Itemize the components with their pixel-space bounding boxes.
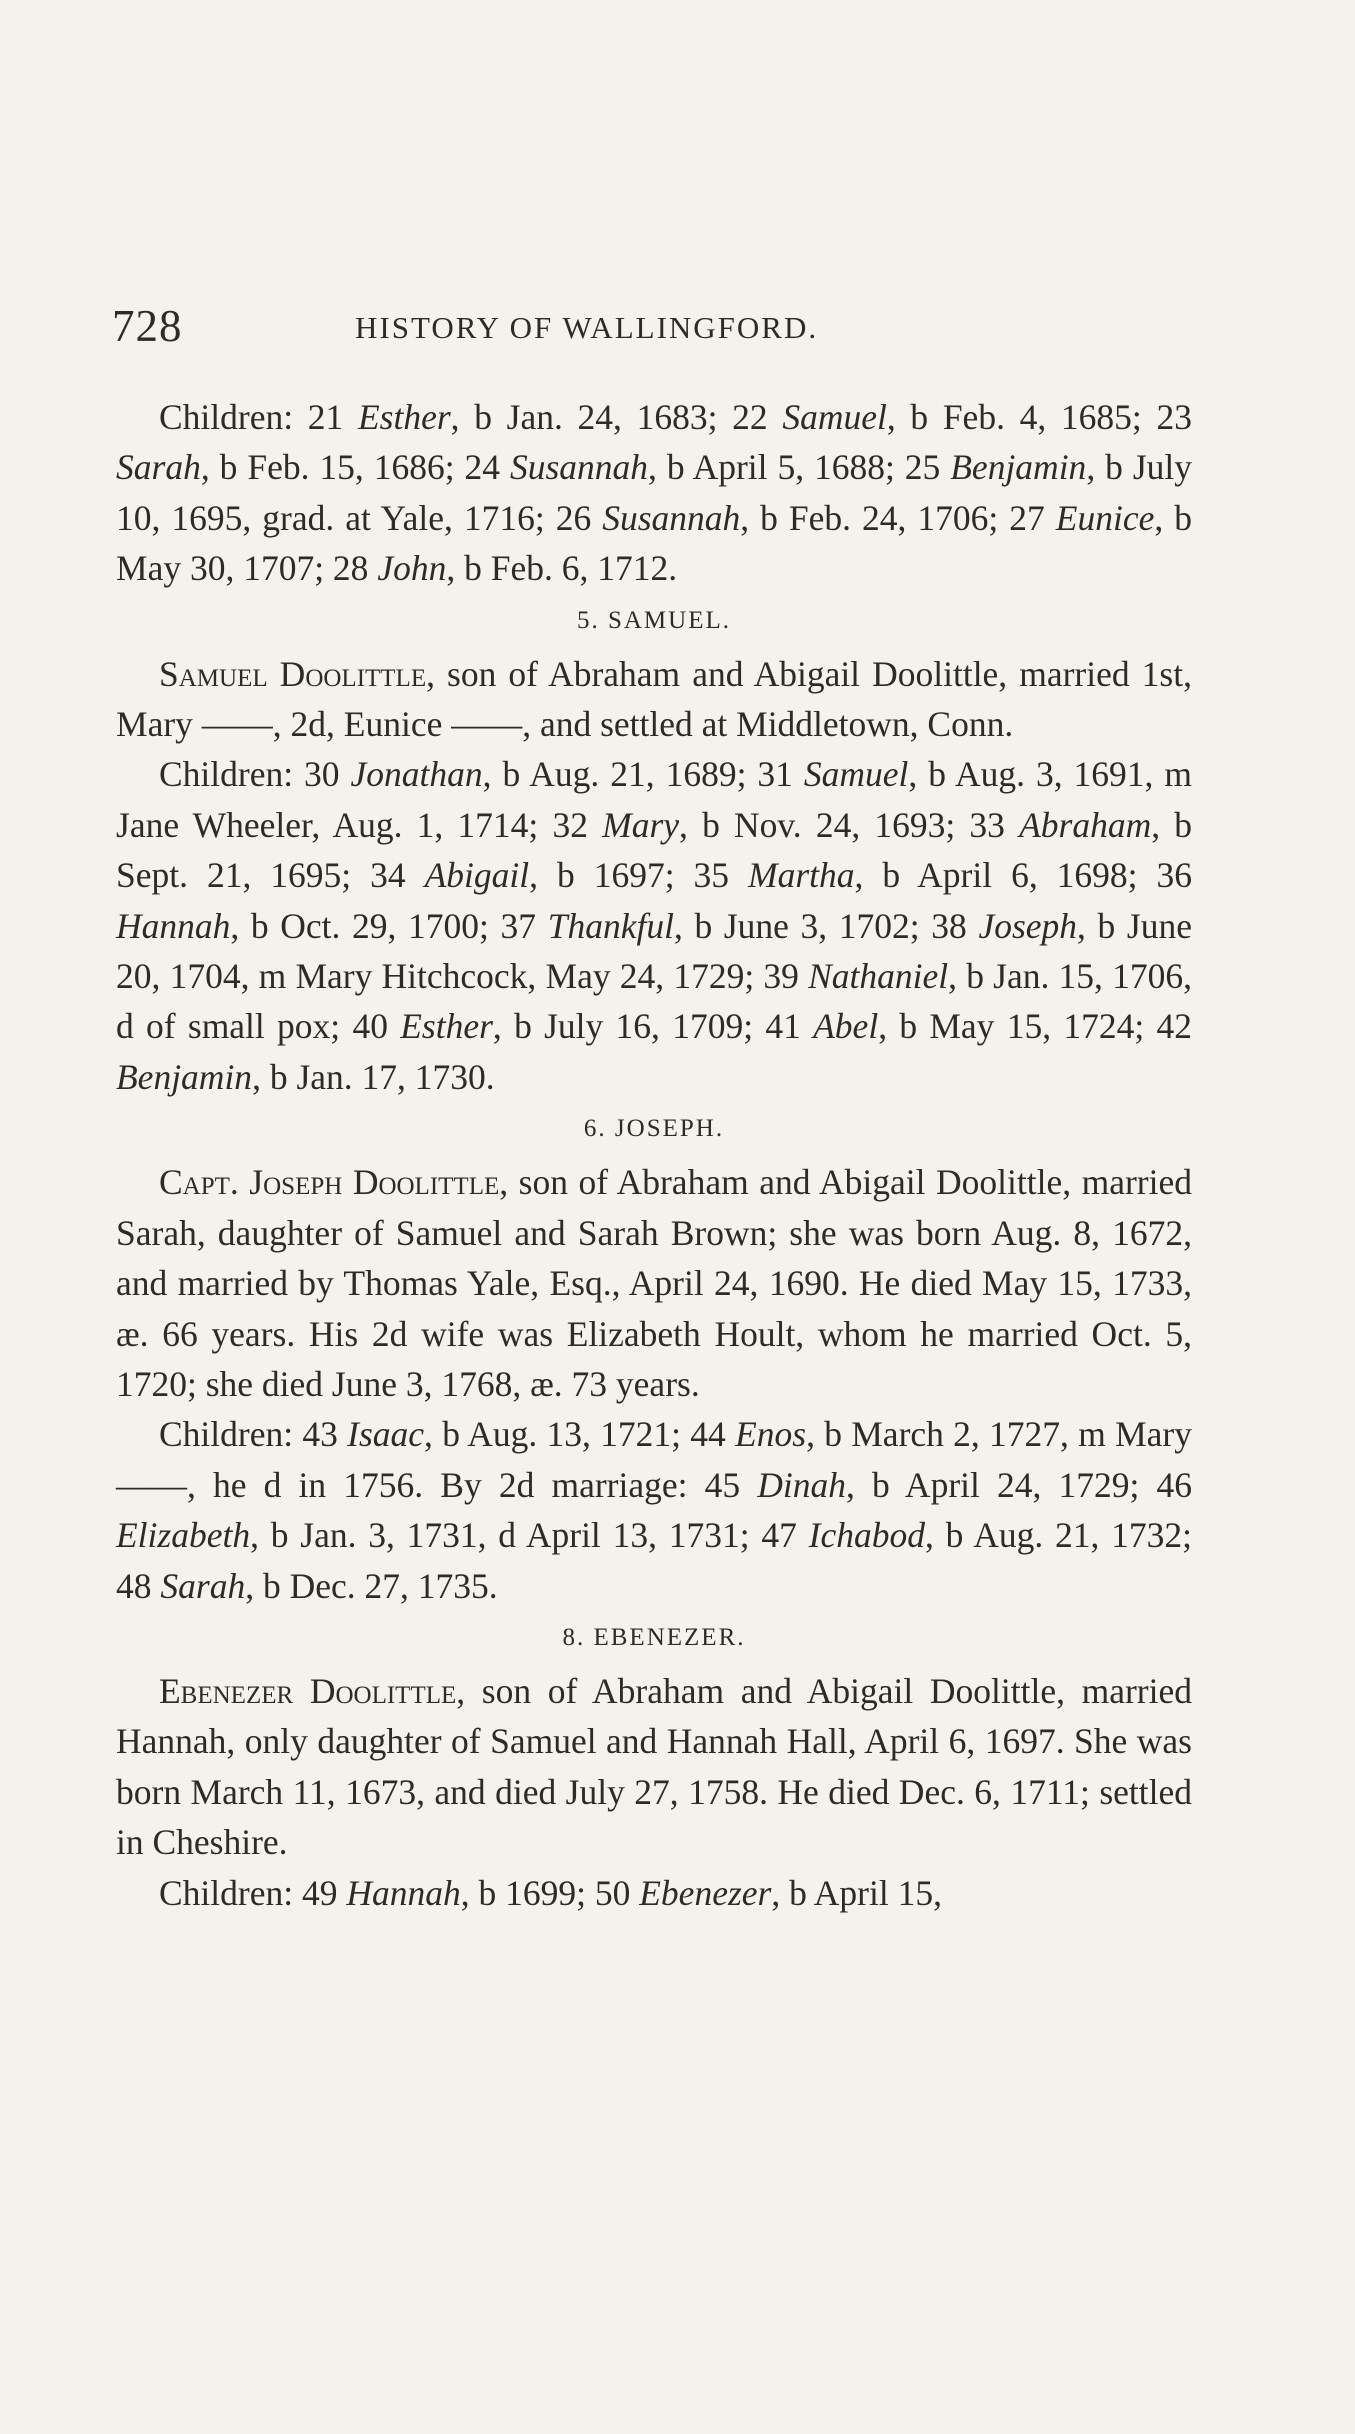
text-run: , b 1699; 50 <box>460 1872 640 1913</box>
section-heading: 6. JOSEPH. <box>583 1115 725 1143</box>
text-run: , b April 15, <box>771 1872 942 1913</box>
person-name: Hannah <box>116 905 231 946</box>
subject-name: Capt. Joseph Doolittle <box>159 1162 500 1203</box>
text-run: , b Oct. 29, 1700; 37 <box>230 905 548 946</box>
person-name: Samuel <box>782 397 887 437</box>
person-name: Enos <box>735 1414 807 1455</box>
text-run: Children: 21 <box>159 397 358 437</box>
section-heading: 5. SAMUEL. <box>576 606 732 634</box>
text-run: , b May 15, 1724; 42 <box>878 1006 1192 1047</box>
body-text <box>116 392 1192 1918</box>
text-run: , b Feb. 24, 1706; 27 <box>740 497 1056 538</box>
person-name: Eunice <box>1055 497 1155 538</box>
person-name: Abel <box>813 1006 879 1047</box>
person-name: Hannah <box>346 1872 461 1913</box>
text-run: , b March 2, 1727, m Mary ——, he d in 1756. By 2d marriage: 45 <box>116 1414 1192 1505</box>
person-name: Sarah <box>116 447 201 488</box>
person-name: Jonathan <box>350 754 483 795</box>
paragraph <box>116 1157 1192 1409</box>
paragraph <box>116 1868 1192 1918</box>
text-run: , b April 5, 1688; 25 <box>648 447 951 488</box>
text-run: , b July 16, 1709; 41 <box>492 1006 814 1047</box>
text-run: , b July 10, 1695, grad. at Yale, 1716; 26 <box>116 447 1192 538</box>
person-name: Nathaniel <box>808 956 949 997</box>
paragraph <box>116 749 1192 1102</box>
text-run: , b Jan. 3, 1731, d April 13, 1731; 47 <box>250 1515 809 1556</box>
text-run: , b Feb. 15, 1686; 24 <box>200 447 510 488</box>
paragraph <box>116 649 1192 750</box>
person-name: Dinah <box>757 1464 846 1505</box>
person-name: Abigail <box>424 855 530 896</box>
person-name: Martha <box>748 855 855 896</box>
running-title: HISTORY OF WALLINGFORD. <box>355 310 819 345</box>
text-run: Children: 30 <box>159 754 351 795</box>
person-name: Esther <box>357 397 451 437</box>
paragraph <box>116 1409 1192 1611</box>
person-name: Esther <box>400 1006 493 1047</box>
person-name: Susannah <box>602 497 741 538</box>
text-run: , b Jan. 15, 1706, d of small pox; 40 <box>116 956 1193 1047</box>
page-number: 728 <box>112 301 183 351</box>
person-name: Abraham <box>1019 804 1152 845</box>
section-heading: 8. EBENEZER. <box>562 1623 746 1651</box>
person-name: Joseph <box>978 905 1078 946</box>
text-run: , son of Abraham and Abigail Doolittle, married 1st, Mary ——, 2d, Eunice ——, and settled at Middletown, Conn. <box>116 653 1192 745</box>
text-run: , b April 24, 1729; 46 <box>846 1464 1192 1505</box>
paragraph <box>116 1666 1192 1868</box>
person-name: Ebenezer <box>639 1872 772 1913</box>
person-name: Benjamin <box>116 1056 253 1097</box>
text-run: , b June 20, 1704, m Mary Hitchcock, May 24, 1729; 39 <box>116 905 1192 997</box>
text-run: , b Dec. 27, 1735. <box>245 1565 498 1606</box>
text-run: , b June 3, 1702; 38 <box>673 905 979 946</box>
subject-name: Ebenezer Doolittle <box>159 1670 457 1711</box>
person-name: Isaac <box>347 1414 425 1455</box>
text-run: , b Sept. 21, 1695; 34 <box>116 804 1193 896</box>
text-run: , b Aug. 21, 1732; 48 <box>116 1515 1192 1606</box>
subject-name: Samuel Doolittle <box>159 653 427 694</box>
text-run: , b Jan. 17, 1730. <box>252 1056 495 1097</box>
text-run: , b April 6, 1698; 36 <box>854 855 1192 896</box>
person-name: Mary <box>602 804 680 845</box>
text-run: , b Nov. 24, 1693; 33 <box>679 804 1020 845</box>
text-run: Children: 49 <box>159 1872 347 1913</box>
text-run: , b Jan. 24, 1683; 22 <box>450 397 783 437</box>
person-name: John <box>377 548 447 589</box>
person-name: Ichabod <box>808 1515 925 1556</box>
text-run: , son of Abraham and Abigail Doolittle, married Hannah, only daughter of Samuel and Hannah Hall, April 6, 1697. She was born March 11, 1673, and died July 27, 1758. He died Dec. 6, 1711; settled in Cheshire. <box>116 1670 1192 1863</box>
person-name: Samuel <box>803 754 909 795</box>
paragraph <box>116 392 1192 594</box>
text-run: , b Feb. 4, 1685; 23 <box>886 397 1192 437</box>
text-run: Children: 43 <box>159 1414 348 1455</box>
text-run: , b 1697; 35 <box>529 855 749 896</box>
person-name: Benjamin <box>950 447 1087 488</box>
text-run: , b May 30, 1707; 28 <box>116 497 1192 589</box>
person-name: Thankful <box>547 905 674 946</box>
person-name: Sarah <box>160 1565 246 1606</box>
page-header <box>112 300 1192 360</box>
person-name: Susannah <box>509 447 649 488</box>
text-run: , b Feb. 6, 1712. <box>446 548 678 589</box>
text-run: , b Aug. 21, 1689; 31 <box>482 754 804 795</box>
text-run: , b Aug. 13, 1721; 44 <box>424 1414 736 1455</box>
text-run: , son of Abraham and Abigail Doolittle, married Sarah, daughter of Samuel and Sarah Brown; she was born Aug. 8, 1672, and married by Thomas Yale, Esq., April 24, 1690. He died May 15, 1733, æ. 66 years. His 2d wife was Elizabeth Hoult, whom he married Oct. 5, 1720; she died June 3, 1768, æ. 73 years. <box>116 1162 1192 1404</box>
person-name: Elizabeth <box>116 1515 251 1556</box>
text-run: , b Aug. 3, 1691, m Jane Wheeler, Aug. 1, 1714; 32 <box>116 754 1192 845</box>
